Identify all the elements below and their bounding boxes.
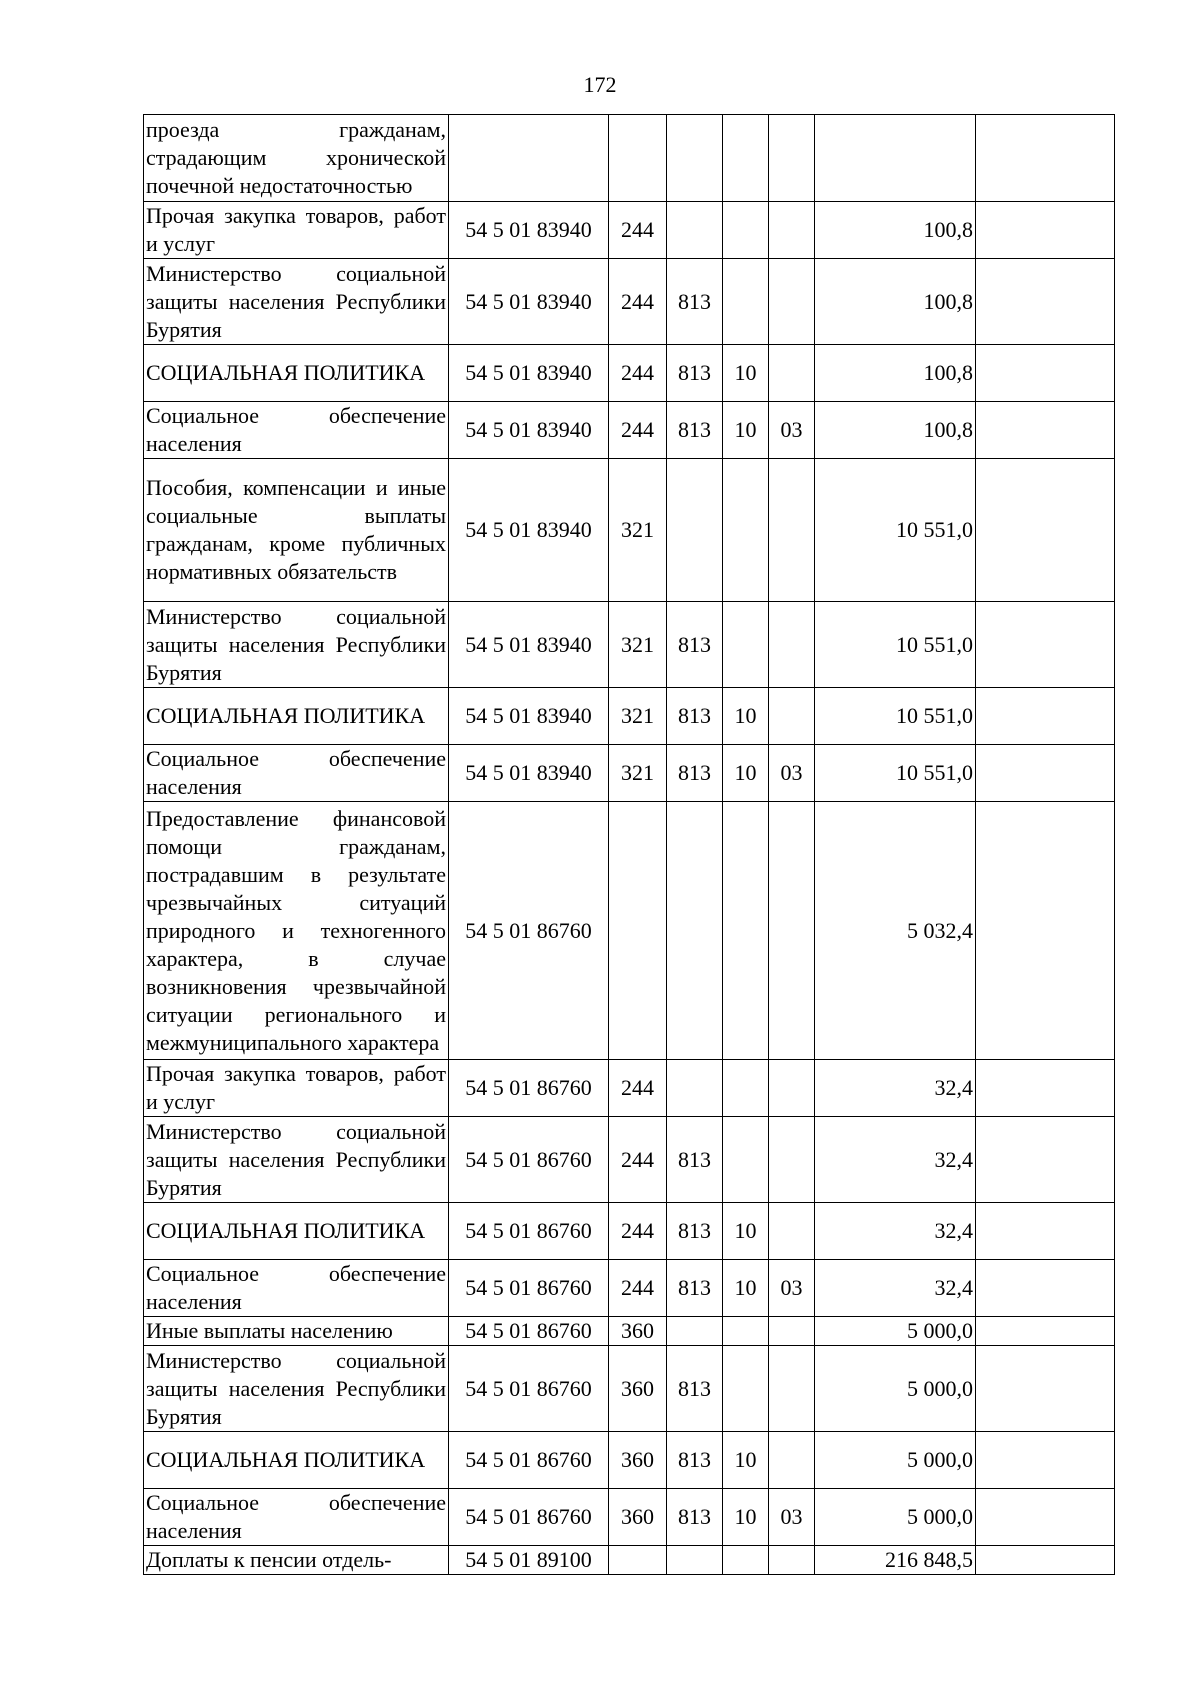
administrator-code-cell — [667, 802, 723, 1060]
table-row — [144, 115, 1115, 202]
administrator-code-cell: 813 — [667, 1346, 723, 1432]
table-row — [144, 1260, 1115, 1317]
section-code-cell: 10 — [723, 1489, 769, 1546]
administrator-code-cell: 813 — [667, 602, 723, 688]
table-row — [144, 459, 1115, 602]
expense-type-code-cell: 321 — [609, 602, 667, 688]
administrator-code-cell: 813 — [667, 1489, 723, 1546]
amount-cell: 10 551,0 — [815, 745, 976, 802]
target-article-code-cell: 54 5 01 86760 — [449, 1260, 609, 1317]
subsection-code-cell — [769, 459, 815, 602]
administrator-code-cell: 813 — [667, 345, 723, 402]
amount-cell: 32,4 — [815, 1117, 976, 1203]
administrator-code-cell: 813 — [667, 1260, 723, 1317]
section-code-cell: 10 — [723, 1260, 769, 1317]
amount-cell: 100,8 — [815, 402, 976, 459]
section-code-cell — [723, 115, 769, 202]
extra-amount-cell — [976, 688, 1115, 745]
section-code-cell — [723, 1117, 769, 1203]
section-code-cell: 10 — [723, 745, 769, 802]
table-row — [144, 802, 1115, 1060]
row-name-cell: Министерство социальной защиты населения Республики Бурятия — [144, 602, 449, 688]
amount-cell: 5 032,4 — [815, 802, 976, 1060]
amount-cell: 216 848,5 — [815, 1546, 976, 1575]
expense-type-code-cell: 321 — [609, 459, 667, 602]
section-code-cell — [723, 802, 769, 1060]
row-name-cell: проезда гражданам, страдающим хронической почечной недостаточностью — [144, 115, 449, 202]
row-name-cell: СОЦИАЛЬНАЯ ПОЛИТИКА — [144, 1432, 449, 1489]
extra-amount-cell — [976, 745, 1115, 802]
administrator-code-cell — [667, 1546, 723, 1575]
expense-type-code-cell: 360 — [609, 1346, 667, 1432]
administrator-code-cell: 813 — [667, 259, 723, 345]
extra-amount-cell — [976, 1432, 1115, 1489]
row-name-cell: Прочая закупка товаров, работ и услуг — [144, 202, 449, 259]
extra-amount-cell — [976, 1317, 1115, 1346]
amount-cell: 10 551,0 — [815, 459, 976, 602]
extra-amount-cell — [976, 202, 1115, 259]
expense-type-code-cell: 244 — [609, 1117, 667, 1203]
subsection-code-cell — [769, 1346, 815, 1432]
table-row — [144, 1432, 1115, 1489]
subsection-code-cell — [769, 802, 815, 1060]
table-row — [144, 1346, 1115, 1432]
expense-type-code-cell — [609, 802, 667, 1060]
row-name-cell: Социальное обеспечение населения — [144, 402, 449, 459]
subsection-code-cell — [769, 1317, 815, 1346]
section-code-cell: 10 — [723, 1432, 769, 1489]
extra-amount-cell — [976, 259, 1115, 345]
amount-cell: 32,4 — [815, 1260, 976, 1317]
extra-amount-cell — [976, 1346, 1115, 1432]
amount-cell: 32,4 — [815, 1203, 976, 1260]
administrator-code-cell: 813 — [667, 402, 723, 459]
administrator-code-cell: 813 — [667, 688, 723, 745]
row-name-cell: Пособия, компенсации и иные социальные выплаты гражданам, кроме публичных нормативных обязательств — [144, 459, 449, 602]
extra-amount-cell — [976, 602, 1115, 688]
row-name-cell: СОЦИАЛЬНАЯ ПОЛИТИКА — [144, 1203, 449, 1260]
amount-cell: 5 000,0 — [815, 1317, 976, 1346]
table-row — [144, 1546, 1115, 1575]
expense-type-code-cell: 360 — [609, 1432, 667, 1489]
row-name-cell: Предоставление финансовой помощи гражданам, пострадавшим в результате чрезвычайных ситуаций природного и техногенного характера, в случае возникновения чрезвычайной ситуации регионального и межмуниципального характера — [144, 802, 449, 1060]
section-code-cell: 10 — [723, 402, 769, 459]
expense-type-code-cell: 244 — [609, 259, 667, 345]
subsection-code-cell — [769, 115, 815, 202]
target-article-code-cell: 54 5 01 83940 — [449, 459, 609, 602]
table-row — [144, 745, 1115, 802]
target-article-code-cell: 54 5 01 83940 — [449, 202, 609, 259]
extra-amount-cell — [976, 1260, 1115, 1317]
extra-amount-cell — [976, 1203, 1115, 1260]
table-body — [144, 115, 1115, 1575]
amount-cell: 100,8 — [815, 202, 976, 259]
target-article-code-cell — [449, 115, 609, 202]
subsection-code-cell — [769, 1546, 815, 1575]
target-article-code-cell: 54 5 01 83940 — [449, 745, 609, 802]
target-article-code-cell: 54 5 01 83940 — [449, 688, 609, 745]
row-name-cell: Иные выплаты населению — [144, 1317, 449, 1346]
table-row — [144, 1489, 1115, 1546]
section-code-cell — [723, 259, 769, 345]
target-article-code-cell: 54 5 01 86760 — [449, 1489, 609, 1546]
extra-amount-cell — [976, 1546, 1115, 1575]
section-code-cell — [723, 202, 769, 259]
row-name-cell: Социальное обеспечение населения — [144, 1260, 449, 1317]
expense-type-code-cell: 321 — [609, 688, 667, 745]
row-name-cell: Социальное обеспечение населения — [144, 1489, 449, 1546]
expense-type-code-cell: 321 — [609, 745, 667, 802]
administrator-code-cell: 813 — [667, 1432, 723, 1489]
expense-type-code-cell: 244 — [609, 402, 667, 459]
budget-table — [143, 114, 1115, 1575]
expense-type-code-cell: 244 — [609, 345, 667, 402]
amount-cell — [815, 115, 976, 202]
subsection-code-cell: 03 — [769, 402, 815, 459]
extra-amount-cell — [976, 1060, 1115, 1117]
administrator-code-cell — [667, 459, 723, 602]
administrator-code-cell — [667, 115, 723, 202]
subsection-code-cell — [769, 602, 815, 688]
table-row — [144, 259, 1115, 345]
table-row — [144, 1203, 1115, 1260]
subsection-code-cell: 03 — [769, 745, 815, 802]
expense-type-code-cell: 360 — [609, 1489, 667, 1546]
extra-amount-cell — [976, 459, 1115, 602]
row-name-cell: СОЦИАЛЬНАЯ ПОЛИТИКА — [144, 688, 449, 745]
table-row — [144, 1117, 1115, 1203]
target-article-code-cell: 54 5 01 86760 — [449, 802, 609, 1060]
administrator-code-cell — [667, 202, 723, 259]
administrator-code-cell: 813 — [667, 745, 723, 802]
section-code-cell: 10 — [723, 688, 769, 745]
row-name-cell: Социальное обеспечение населения — [144, 745, 449, 802]
expense-type-code-cell: 244 — [609, 1060, 667, 1117]
row-name-cell: Министерство социальной защиты населения Республики Бурятия — [144, 259, 449, 345]
row-name-cell: Прочая закупка товаров, работ и услуг — [144, 1060, 449, 1117]
target-article-code-cell: 54 5 01 86760 — [449, 1060, 609, 1117]
expense-type-code-cell — [609, 1546, 667, 1575]
amount-cell: 5 000,0 — [815, 1432, 976, 1489]
table-row — [144, 402, 1115, 459]
page-number: 172 — [583, 72, 617, 97]
table-row — [144, 602, 1115, 688]
section-code-cell — [723, 602, 769, 688]
table-row — [144, 345, 1115, 402]
subsection-code-cell — [769, 345, 815, 402]
administrator-code-cell — [667, 1317, 723, 1346]
section-code-cell: 10 — [723, 345, 769, 402]
section-code-cell — [723, 1346, 769, 1432]
administrator-code-cell — [667, 1060, 723, 1117]
target-article-code-cell: 54 5 01 83940 — [449, 259, 609, 345]
extra-amount-cell — [976, 345, 1115, 402]
subsection-code-cell: 03 — [769, 1260, 815, 1317]
extra-amount-cell — [976, 115, 1115, 202]
target-article-code-cell: 54 5 01 86760 — [449, 1203, 609, 1260]
table-row — [144, 202, 1115, 259]
target-article-code-cell: 54 5 01 86760 — [449, 1346, 609, 1432]
section-code-cell — [723, 1060, 769, 1117]
section-code-cell: 10 — [723, 1203, 769, 1260]
target-article-code-cell: 54 5 01 86760 — [449, 1432, 609, 1489]
subsection-code-cell — [769, 1117, 815, 1203]
section-code-cell — [723, 1546, 769, 1575]
amount-cell: 5 000,0 — [815, 1346, 976, 1432]
amount-cell: 100,8 — [815, 345, 976, 402]
amount-cell: 32,4 — [815, 1060, 976, 1117]
table-row — [144, 1060, 1115, 1117]
table-row — [144, 688, 1115, 745]
target-article-code-cell: 54 5 01 83940 — [449, 402, 609, 459]
amount-cell: 100,8 — [815, 259, 976, 345]
section-code-cell — [723, 459, 769, 602]
administrator-code-cell: 813 — [667, 1203, 723, 1260]
target-article-code-cell: 54 5 01 83940 — [449, 345, 609, 402]
amount-cell: 10 551,0 — [815, 602, 976, 688]
expense-type-code-cell: 244 — [609, 1203, 667, 1260]
extra-amount-cell — [976, 802, 1115, 1060]
row-name-cell: Доплаты к пенсии отдель- — [144, 1546, 449, 1575]
target-article-code-cell: 54 5 01 83940 — [449, 602, 609, 688]
subsection-code-cell — [769, 1203, 815, 1260]
target-article-code-cell: 54 5 01 86760 — [449, 1117, 609, 1203]
extra-amount-cell — [976, 1489, 1115, 1546]
subsection-code-cell — [769, 1060, 815, 1117]
row-name-cell: Министерство социальной защиты населения Республики Бурятия — [144, 1346, 449, 1432]
subsection-code-cell — [769, 202, 815, 259]
administrator-code-cell: 813 — [667, 1117, 723, 1203]
extra-amount-cell — [976, 402, 1115, 459]
expense-type-code-cell — [609, 115, 667, 202]
row-name-cell: СОЦИАЛЬНАЯ ПОЛИТИКА — [144, 345, 449, 402]
section-code-cell — [723, 1317, 769, 1346]
subsection-code-cell — [769, 259, 815, 345]
subsection-code-cell: 03 — [769, 1489, 815, 1546]
table-row — [144, 1317, 1115, 1346]
target-article-code-cell: 54 5 01 89100 — [449, 1546, 609, 1575]
subsection-code-cell — [769, 1432, 815, 1489]
amount-cell: 5 000,0 — [815, 1489, 976, 1546]
expense-type-code-cell: 244 — [609, 202, 667, 259]
target-article-code-cell: 54 5 01 86760 — [449, 1317, 609, 1346]
extra-amount-cell — [976, 1117, 1115, 1203]
amount-cell: 10 551,0 — [815, 688, 976, 745]
subsection-code-cell — [769, 688, 815, 745]
expense-type-code-cell: 244 — [609, 1260, 667, 1317]
row-name-cell: Министерство социальной защиты населения Республики Бурятия — [144, 1117, 449, 1203]
expense-type-code-cell: 360 — [609, 1317, 667, 1346]
